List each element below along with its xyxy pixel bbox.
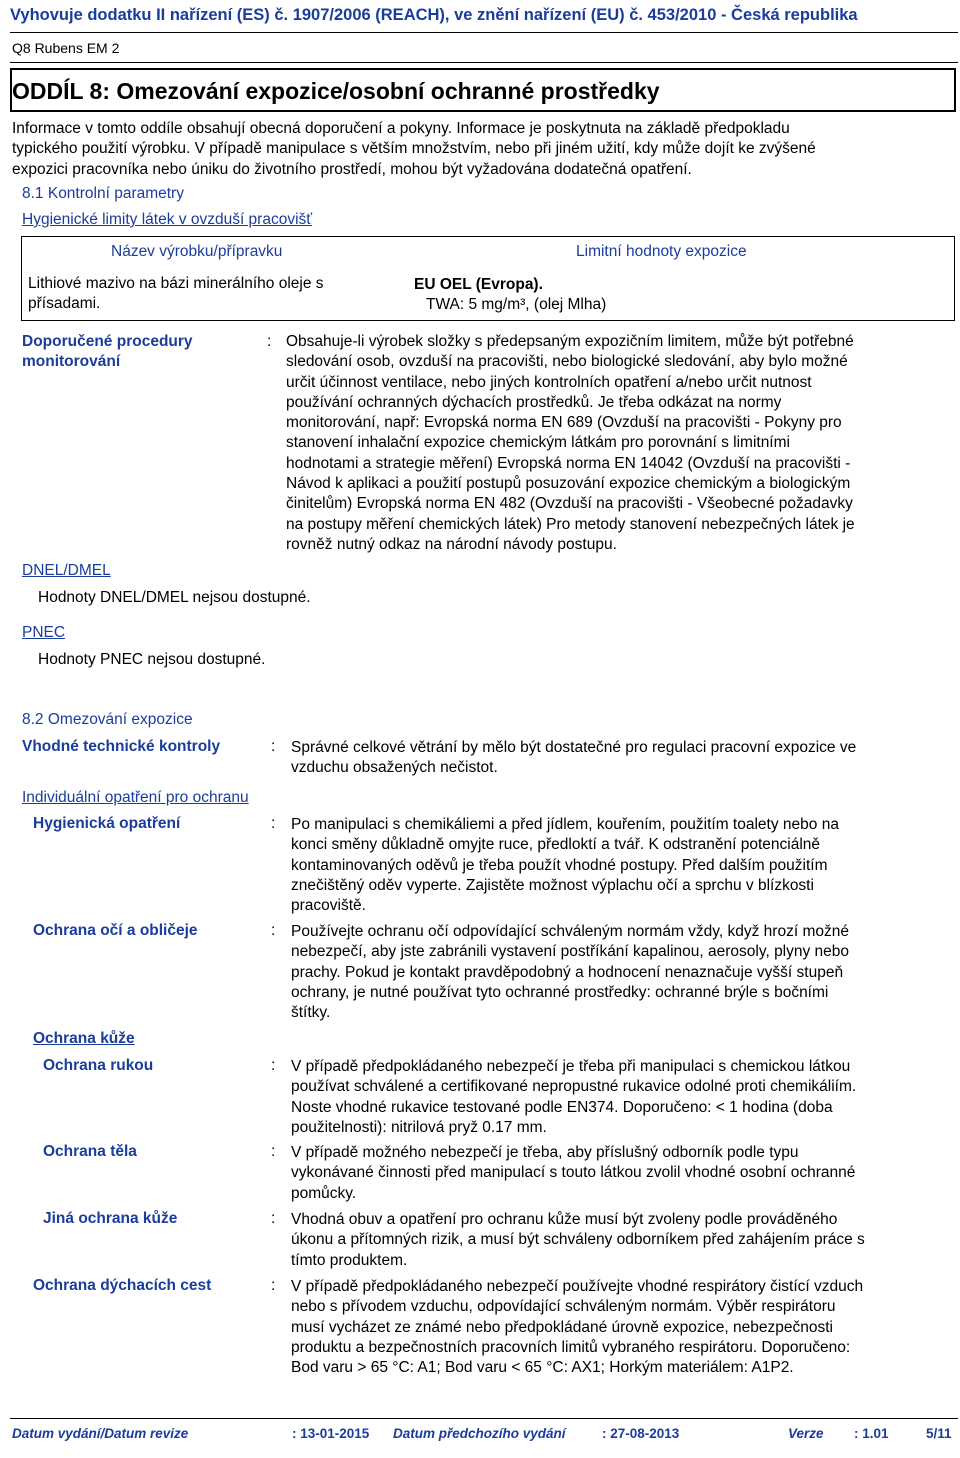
colon-separator: : (271, 1057, 276, 1074)
intro-line: typického použití výrobku. V případě manipulace s větším množstvím, nebo při jiném užití, kdy může dojít ke zvýšené (12, 140, 816, 158)
colon-separator: : (271, 1277, 276, 1294)
footer-page-number: 5/11 (926, 1426, 952, 1441)
colon-separator: : (271, 1210, 276, 1227)
hygiene-text: Po manipulaci s chemikáliemi a před jídlem, kouřením, použitím toalety nebo na konci směny důkladně omyjte ruce, předloktí a tvář. K odstranění potenciálně kontaminovaných oděvů je třeba použít vhodné postupy. Před dalším použitím znečištěný oděv vyperte. Zajistěte možnost výplachu očí a sprchu v blízkosti pracoviště. (291, 816, 839, 915)
footer-divider (10, 1418, 958, 1419)
document-header-title: Vyhovuje dodatku II nařízení (ES) č. 1907/2006 (REACH), ve znění nařízení (EU) č. 453/2010 - Česká republika (10, 6, 858, 24)
colon-separator: : (271, 815, 276, 832)
eye-protection-text: Používejte ochranu očí odpovídající schváleným normám vždy, když hrozí možné nebezpečí, aby jste zabránili vystavení postříkání kapalinou, aerosoly, plyny nebo prachy. Pokud je kontakt pravděpodobný a hodnocení nenaznačuje vyšší stupeň ochrany, je nutné používat tyto ochranné prostředky: ochranné brýle s bočními štítky. (291, 923, 850, 1022)
other-skin-protection-label: Jiná ochrana kůže (43, 1210, 178, 1227)
subsection-8-2-heading: 8.2 Omezování expozice (22, 711, 193, 728)
table-cell-product: Lithiové mazivo na bázi minerálního oleje s přísadami. (28, 275, 324, 313)
table-cell-limit-title: EU OEL (Evropa). (414, 276, 543, 293)
intro-line: Informace v tomto oddíle obsahují obecná doporučení a pokyny. Informace je poskytnuta na základě předpokladu (12, 120, 790, 137)
intro-line: expozici pracovníka nebo úniku do životního prostředí, mohou být vyžadována dodatečná opatření. (12, 160, 692, 178)
section-title: ODDÍL 8: Omezování expozice/osobní ochranné prostředky (12, 78, 660, 104)
pnec-heading: PNEC (22, 624, 66, 641)
pnec-text: Hodnoty PNEC nejsou dostupné. (38, 651, 266, 668)
footer-issue-value: : 13-01-2015 (292, 1426, 370, 1441)
colon-separator: : (271, 922, 276, 939)
footer-previous-value: : 27-08-2013 (602, 1426, 680, 1441)
header-divider (10, 32, 958, 33)
footer-version-label: Verze (788, 1426, 824, 1441)
footer-version-value: : 1.01 (854, 1426, 889, 1441)
colon-separator: : (271, 738, 276, 755)
monitoring-text: Obsahuje-li výrobek složky s předepsaným expozičním limitem, může být potřebné sledování osob, ovzduší na pracovišti, nebo biologické sledování, aby bylo možné určit účinnost ventilace, nebo jiných kontrolních opatření a/nebo určit nutnost používání ochranných dýchacích prostředků. Je třeba odkázat na normy monitorování, např: Evropská norma EN 689 (Ovzduší na pracovišti - Pokyny pro stanovení inhalační expozice chemickým látkám pro porovnání s limitními hodnotami a strategie měření) Evropská norma EN 14042 (Ovzduší na pracovišti - Návod k aplikaci a použití postupů posuzování expozice chemickým a biologickým činitelům) Evropská norma EN 482 (Ovzduší na pracovišti - Všeobecné požadavky na postupy měření chemických látek) Pro metody stanovení nebezpečných látek je rovněž nutný odkaz na národní návody postupu. (286, 333, 855, 553)
dnel-text: Hodnoty DNEL/DMEL nejsou dostupné. (38, 589, 311, 606)
table-header-limits: Limitní hodnoty expozice (576, 243, 747, 260)
technical-controls-text: Správné celkové větrání by mělo být dostatečné pro regulaci pracovní expozice ve vzduchu obsažených nečistot. (291, 739, 857, 777)
colon-separator: : (271, 1143, 276, 1160)
body-protection-label: Ochrana těla (43, 1143, 137, 1160)
subsection-8-1-heading: 8.1 Kontrolní parametry (22, 185, 184, 202)
limits-heading: Hygienické limity látek v ovzduší pracovišť (22, 211, 313, 228)
monitoring-label: Doporučené procedury monitorování (22, 333, 193, 371)
hand-protection-label: Ochrana rukou (43, 1057, 154, 1074)
hygiene-label: Hygienická opatření (33, 815, 181, 832)
table-cell-limit-value: TWA: 5 mg/m³, (olej Mlha) (426, 296, 607, 313)
body-protection-text: V případě možného nebezpečí je třeba, aby příslušný odborník podle typu vykonávané činnosti před manipulací s touto látkou zvolil vhodné osobní ochranné pomůcky. (291, 1144, 856, 1202)
hand-protection-text: V případě předpokládaného nebezpečí je třeba při manipulaci s chemickou látkou používat schválené a certifikované nepropustné rukavice odolné proti chemikáliím. Noste vhodné rukavice testované podle EN374. Doporučeno: < 1 hodina (doba použitelnosti): nitrilová pryž 0.17 mm. (291, 1058, 857, 1136)
product-name: Q8 Rubens EM 2 (12, 40, 120, 56)
eye-protection-label: Ochrana očí a obličeje (33, 922, 198, 939)
dnel-heading: DNEL/DMEL (22, 562, 111, 579)
footer-previous-label: Datum předchozího vydání (393, 1426, 566, 1441)
section-intro (12, 119, 952, 180)
footer-issue-label: Datum vydání/Datum revize (12, 1426, 189, 1441)
ppe-heading: Individuální opatření pro ochranu (22, 789, 249, 806)
skin-protection-heading: Ochrana kůže (33, 1030, 135, 1047)
respiratory-protection-label: Ochrana dýchacích cest (33, 1277, 212, 1294)
product-divider (10, 62, 958, 63)
table-header-product: Název výrobku/přípravku (111, 243, 283, 260)
technical-controls-label: Vhodné technické kontroly (22, 738, 221, 755)
colon-separator: : (267, 333, 272, 350)
respiratory-protection-text: V případě předpokládaného nebezpečí používejte vhodné respirátory čistící vzduch nebo s přívodem vzduchu, odpovídající schváleným normám. Výběr respirátoru musí vycházet ze známé nebo předpokládané úrovně expozice, nebezpečnosti produktu a bezpečnostních pracovních limitů vybraného respirátoru. Doporučeno: Bod varu > 65 °C: A1; Bod varu < 65 °C: AX1; Horkým materiálem: A1P2. (291, 1278, 864, 1377)
other-skin-protection-text: Vhodná obuv a opatření pro ochranu kůže musí být zvoleny podle prováděného úkonu a přítomných rizik, a musí být schváleny odborníkem před zahájením práce s tímto produktem. (291, 1211, 865, 1269)
